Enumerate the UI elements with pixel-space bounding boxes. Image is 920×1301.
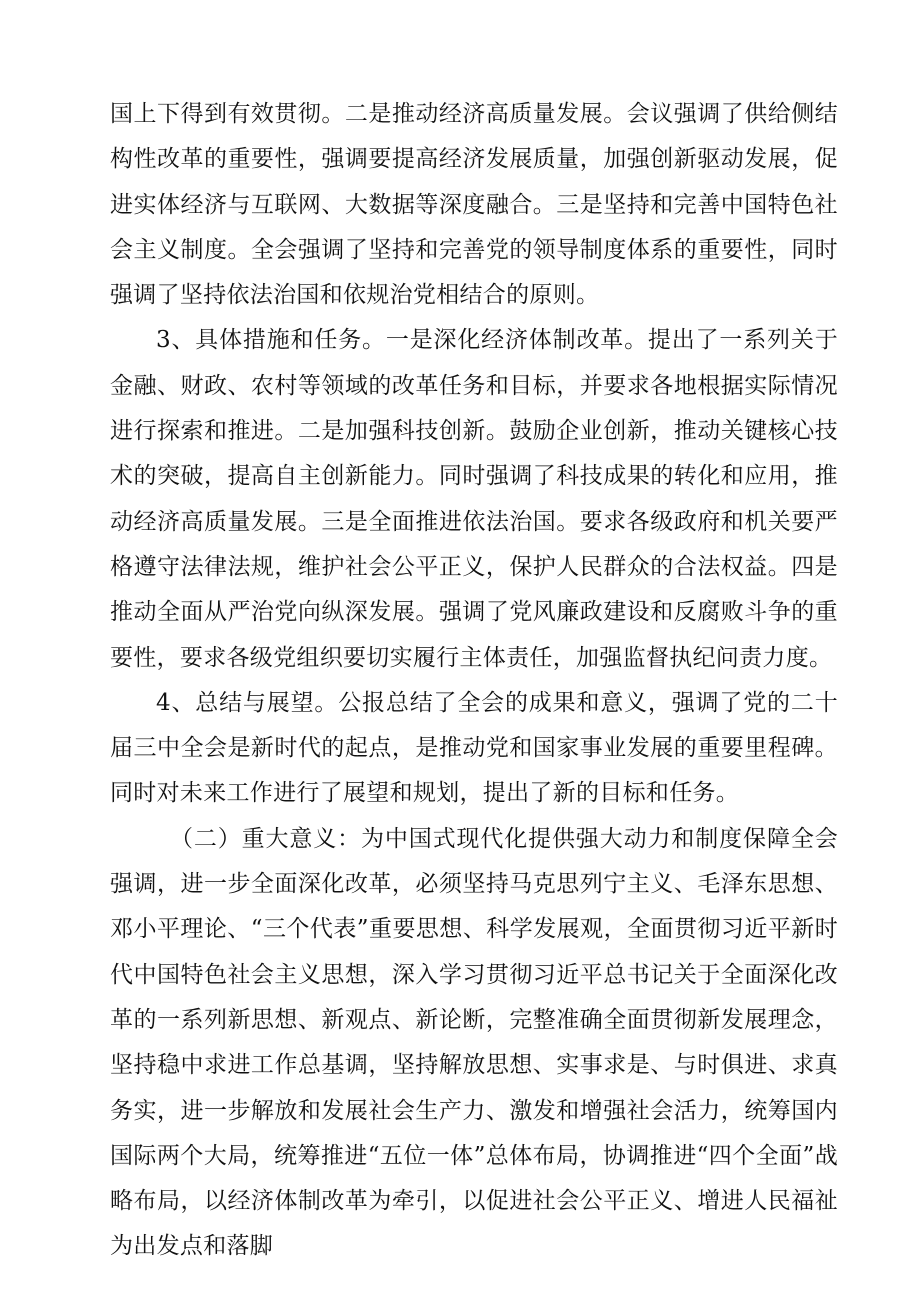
- paragraph-continuation: 国上下得到有效贯彻。二是推动经济高质量发展。会议强调了供给侧结构性改革的重要性，强调要提高经济发展质量，加强创新驱动发展，促进实体经济与互联网、大数据等深度融合。三是坚持和完善中国特色社会主义制度。全会强调了坚持和完善党的领导制度体系的重要性，同时强调了坚持依法治国和依规治党相结合的原则。: [110, 101, 838, 309]
- paragraph-major-significance: （二）重大意义：为中国式现代化提供强大动力和制度保障全会强调，进一步全面深化改革，必须坚持马克思列宁主义、毛泽东思想、邓小平理论、“三个代表”重要思想、科学发展观，全面贯彻习近平新时代中国特色社会主义思想，深入学习贯彻习近平总书记关于全面深化改革的一系列新思想、新观点、新论断，完整准确全面贯彻新发展理念，坚持稳中求进工作总基调，坚持解放思想、实事求是、与时俱进、求真务实，进一步解放和发展社会生产力、激发和增强社会活力，统筹国内国际两个大局，统筹推进“五位一体”总体布局，协调推进“四个全面”战略布局，以经济体制改革为牵引，以促进社会公平正义、增进人民福祉为出发点和落脚: [110, 825, 838, 1260]
- paragraph-specific-measures: 3、具体措施和任务。一是深化经济体制改革。提出了一系列关于金融、财政、农村等领域的改革任务和目标，并要求各地根据实际情况进行探索和推进。二是加强科技创新。鼓励企业创新，推动关键核心技术的突破，提高自主创新能力。同时强调了科技成果的转化和应用，推动经济高质量发展。三是全面推进依法治国。要求各级政府和机关要严格遵守法律法规，维护社会公平正义，保护人民群众的合法权益。四是推动全面从严治党向纵深发展。强调了党风廉政建设和反腐败斗争的重要性，要求各级党组织要切实履行主体责任，加强监督执纪问责力度。: [110, 327, 838, 671]
- paragraph-summary-outlook: 4、总结与展望。公报总结了全会的成果和意义，强调了党的二十届三中全会是新时代的起点，是推动党和国家事业发展的重要里程碑。同时对未来工作进行了展望和规划，提出了新的目标和任务。: [110, 689, 838, 807]
- document-body: [110, 92, 838, 1270]
